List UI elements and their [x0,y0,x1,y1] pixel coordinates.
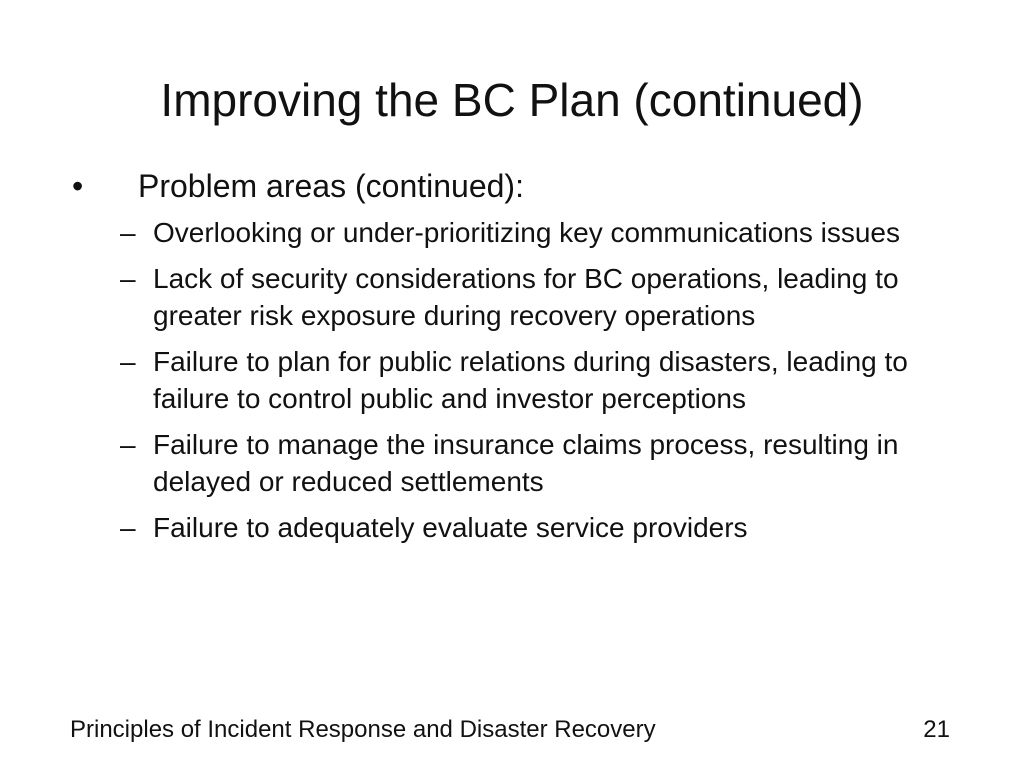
sub-bullet [120,426,940,500]
sub-bullet [120,343,940,417]
sub-bullet-text: Lack of security considerations for BC operations, leading to greater risk exposure during recovery operations [153,263,899,331]
sub-bullet-text: Failure to adequately evaluate service providers [153,512,748,543]
sub-bullet [120,260,940,334]
sub-bullet-text: Failure to manage the insurance claims process, resulting in delayed or reduced settlements [153,429,899,497]
dash-marker: – [120,429,136,460]
main-bullet-text: Problem areas (continued): [138,168,524,204]
sub-bullet-list [120,214,940,555]
dash-marker: – [120,217,136,248]
dash-marker: – [120,263,136,294]
slide-title: Improving the BC Plan (continued) [160,74,864,126]
sub-bullet-text: Failure to plan for public relations during disasters, leading to failure to control public and investor perceptions [153,346,908,414]
sub-bullet [120,214,940,251]
dash-marker: – [120,346,136,377]
bullet-marker: • [72,168,84,204]
dash-marker: – [120,512,136,543]
page-number: 21 [923,716,950,743]
sub-bullet-text: Overlooking or under-prioritizing key communications issues [153,217,900,248]
sub-bullet [120,509,940,546]
footer-course-title: Principles of Incident Response and Disaster Recovery [70,716,656,743]
